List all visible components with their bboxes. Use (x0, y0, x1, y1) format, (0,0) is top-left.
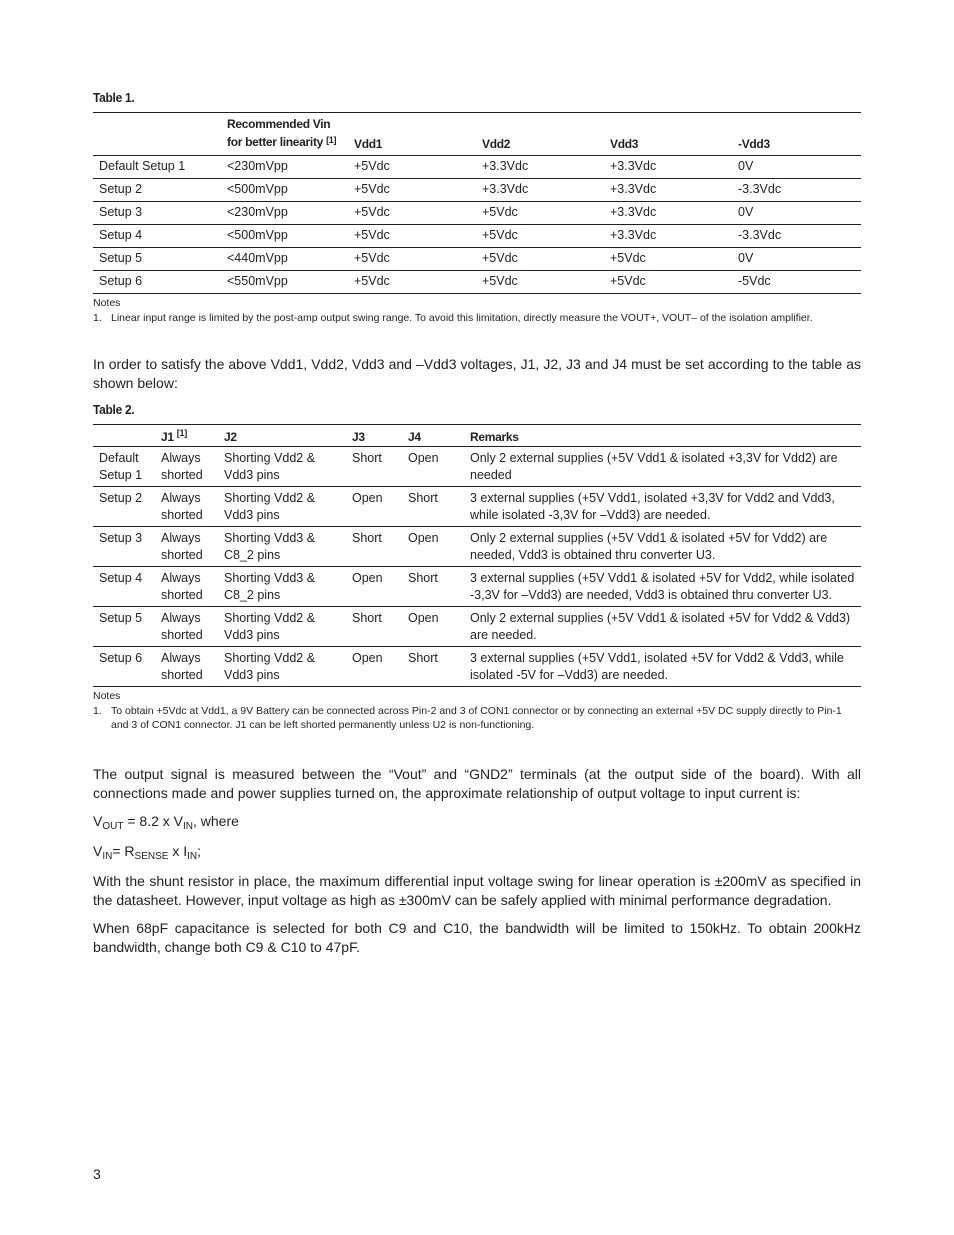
table1-header (93, 113, 221, 156)
table-cell: 3 external supplies (+5V Vdd1 & isolated +5V for Vdd2, while isolated -3,3V for –Vdd3) are needed, Vdd3 is obtained thru converter U3. (470, 571, 855, 602)
table-cell: Default Setup 1 (99, 451, 143, 482)
note-item (93, 311, 861, 326)
table-cell: Short (352, 531, 382, 545)
table-cell: +3.3Vdc (482, 182, 529, 196)
table-cell: +5Vdc (482, 274, 518, 288)
table-cell: Open (408, 531, 439, 545)
table-cell: Always shorted (161, 531, 203, 562)
table-cell: 3 external supplies (+5V Vdd1, isolated +5V for Vdd2 & Vdd3, while isolated -5V for –Vdd3) are needed. (470, 651, 844, 682)
table-row (93, 647, 861, 687)
table2-header: J3 (352, 430, 365, 444)
table-cell: -3.3Vdc (738, 182, 782, 196)
table-cell: Always shorted (161, 651, 203, 682)
table-cell: Setup 3 (99, 531, 143, 545)
table1-header: -Vdd3 (738, 137, 770, 151)
table1-header: Vdd3 (610, 137, 639, 151)
table-cell: 0V (738, 205, 754, 219)
table1 (93, 112, 861, 294)
table1-caption: Table 1. (93, 90, 135, 105)
table2-header: J2 (224, 430, 237, 444)
table-cell: Open (352, 491, 383, 505)
table-cell: Shorting Vdd2 & Vdd3 pins (224, 491, 316, 522)
table-cell: Always shorted (161, 451, 203, 482)
table-cell: <230mVpp (227, 205, 288, 219)
note-number: 1. (93, 704, 102, 717)
table-cell: +5Vdc (354, 205, 390, 219)
table-cell: -5Vdc (738, 274, 771, 288)
table-row (93, 447, 861, 487)
shunt-paragraph: With the shunt resistor in place, the maximum differential input voltage swing for linear operation is ±200mV as specified in the datasheet. However, input voltage as high as ±300mV can be safely applied with minimal performance degradation. (93, 872, 861, 908)
table2-notes (93, 689, 861, 733)
table-cell: Open (352, 651, 383, 665)
table-cell: Shorting Vdd2 & Vdd3 pins (224, 611, 316, 642)
table-cell: +3.3Vdc (482, 159, 529, 173)
table-cell: +5Vdc (482, 205, 518, 219)
table1-notes (93, 296, 861, 325)
equation-vout: $V_{OUT} = 8.2$ x $V_{IN}$, where (93, 812, 239, 832)
table-cell: Setup 2 (99, 182, 143, 196)
output-paragraph: The output signal is measured between the “Vout” and “GND2” terminals (at the output side of the board). With all connections made and power supplies turned on, the approximate relationship of output voltage to input current is: (93, 765, 861, 801)
equation-vin: $V_{IN}= R_{SENSE}$ x $I_{IN}$; (93, 842, 201, 862)
table-cell: Always shorted (161, 571, 203, 602)
table-cell: <500mVpp (227, 228, 288, 242)
table-cell: Shorting Vdd3 & C8_2 pins (224, 571, 316, 602)
table-cell: Always shorted (161, 491, 203, 522)
table-row (93, 271, 861, 294)
table-cell: Only 2 external supplies (+5V Vdd1 & isolated +5V for Vdd2) are needed, Vdd3 is obtained thru converter U3. (470, 531, 828, 562)
table-cell: Short (352, 451, 382, 465)
table-row (93, 567, 861, 607)
table-cell: Setup 5 (99, 251, 143, 265)
table-cell: Shorting Vdd2 & Vdd3 pins (224, 651, 316, 682)
notes-title: Notes (93, 690, 121, 702)
table2-caption: Table 2. (93, 402, 135, 417)
page-number: 3 (93, 1166, 101, 1182)
table-cell: Setup 5 (99, 611, 143, 625)
table1-header: Recommended Vin for better linearity [1] (227, 117, 337, 149)
table-cell: 0V (738, 159, 754, 173)
table-cell: +5Vdc (610, 274, 646, 288)
table1-header: Vdd2 (482, 137, 511, 151)
table2-header: J4 (408, 430, 421, 444)
table1-header: Vdd1 (354, 137, 383, 151)
table-cell: Shorting Vdd2 & Vdd3 pins (224, 451, 316, 482)
table-cell: +5Vdc (354, 274, 390, 288)
note-text: To obtain +5Vdc at Vdd1, a 9V Battery can be connected across Pin-2 and 3 of CON1 connector or by connecting an external +5V DC supply directly to Pin-1 and 3 of CON1 connector. J1 can be left shorted permanently unless U2 is non-functioning. (111, 704, 842, 731)
table2-header-row (93, 425, 861, 447)
table-cell: 3 external supplies (+5V Vdd1, isolated +3,3V for Vdd2 and Vdd3, while isolated -3,3V for –Vdd3) are needed. (470, 491, 835, 522)
table2-body (93, 447, 861, 687)
table-row (93, 487, 861, 527)
table-cell: +5Vdc (354, 251, 390, 265)
table-cell: <230mVpp (227, 159, 288, 173)
page-content (93, 90, 861, 957)
table-row (93, 527, 861, 567)
table-cell: +5Vdc (482, 228, 518, 242)
table-cell: +3.3Vdc (610, 205, 657, 219)
table-cell: +3.3Vdc (610, 159, 657, 173)
note-item (93, 704, 861, 733)
table-row (93, 248, 861, 271)
table-cell: +5Vdc (354, 228, 390, 242)
table-row (93, 156, 861, 179)
notes-title: Notes (93, 297, 121, 309)
table-cell: +5Vdc (354, 159, 390, 173)
footnote-ref: [1] (176, 428, 187, 438)
table-cell: Only 2 external supplies (+5V Vdd1 & isolated +3,3V for Vdd2) are needed (470, 451, 838, 482)
table-row (93, 607, 861, 647)
table-cell: Setup 3 (99, 205, 143, 219)
table-cell: Open (408, 611, 439, 625)
table-cell: Setup 6 (99, 274, 143, 288)
table-cell: Short (408, 571, 438, 585)
table-cell: -3.3Vdc (738, 228, 782, 242)
table-cell: Shorting Vdd3 & C8_2 pins (224, 531, 316, 562)
table-cell: 0V (738, 251, 754, 265)
table-cell: Always shorted (161, 611, 203, 642)
table-cell: Short (352, 611, 382, 625)
table-cell: +3.3Vdc (610, 228, 657, 242)
table-cell: Short (408, 651, 438, 665)
table-row (93, 225, 861, 248)
table2-header: Remarks (470, 430, 519, 444)
table2-header (93, 425, 155, 447)
table-cell: +3.3Vdc (610, 182, 657, 196)
table-row (93, 202, 861, 225)
table-cell: Open (352, 571, 383, 585)
table-cell: +5Vdc (354, 182, 390, 196)
table-cell: Only 2 external supplies (+5V Vdd1 & isolated +5V for Vdd2 & Vdd3) are needed. (470, 611, 851, 642)
table-cell: <500mVpp (227, 182, 288, 196)
table2-header: J1 [1] (161, 428, 187, 444)
table1-body (93, 156, 861, 294)
table-cell: +5Vdc (610, 251, 646, 265)
table1-header-row (93, 113, 861, 156)
table-cell: Short (408, 491, 438, 505)
table2 (93, 424, 861, 687)
table-cell: Setup 6 (99, 651, 143, 665)
table-cell: <440mVpp (227, 251, 288, 265)
footnote-ref: [1] (326, 135, 337, 145)
table-cell: Setup 4 (99, 228, 143, 242)
intro-paragraph: In order to satisfy the above Vdd1, Vdd2, Vdd3 and –Vdd3 voltages, J1, J2, J3 and J4 must be set according to the table as shown below: (93, 356, 861, 391)
note-number: 1. (93, 311, 102, 324)
note-text: Linear input range is limited by the post-amp output swing range. To avoid this limitation, directly measure the VOUT+, VOUT– of the isolation amplifier. (111, 311, 813, 324)
table-cell: <550mVpp (227, 274, 288, 288)
table-cell: Open (408, 451, 439, 465)
table-cell: +5Vdc (482, 251, 518, 265)
table-cell: Setup 2 (99, 491, 143, 505)
bandwidth-paragraph: When 68pF capacitance is selected for both C9 and C10, the bandwidth will be limited to 150kHz. To obtain 200kHz bandwidth, change both C9 & C10 to 47pF. (93, 919, 861, 955)
table-cell: Default Setup 1 (99, 159, 186, 173)
table-row (93, 179, 861, 202)
table-cell: Setup 4 (99, 571, 143, 585)
